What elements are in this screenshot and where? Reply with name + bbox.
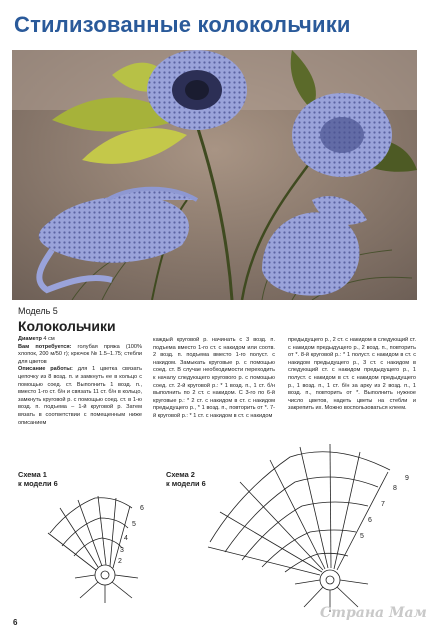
scheme-1-row-4: 4: [124, 535, 128, 542]
scheme-1-row-3: 3: [120, 547, 124, 554]
scheme-1-row-5: 5: [132, 521, 136, 528]
text-column-3: предыдущего р., 2 ст. с накидом в следующий ст. с накидом предыдущего р., 2 возд. п., повторить от *. 8-й круговой р.: * 1 полуст. с накидом в ст. с накидом предыдущего р., 3 ст. с накидом в следующий ст. с накидом предыдущего р., 1 полуст. с накидом в ст. с накидом предыдущего р., 1 возд. п., 1 ст. б/н за арку из 2 возд. п., 1 возд. п., повторить от *. Выполнить нужное число цветов, надеть цветы на стебли и закрепить их. Можно воспользоваться клеем.: [288, 337, 416, 412]
crochet-scheme-1: [40, 488, 180, 608]
top-flower: [147, 50, 247, 130]
scheme-1-subtitle: к модели 6: [18, 479, 58, 488]
page-number: 6: [13, 618, 18, 627]
description-label: Описание работы:: [18, 366, 73, 373]
scheme-2-subtitle: к модели 6: [166, 479, 206, 488]
scheme-1-row-6: 6: [140, 505, 144, 512]
scheme-2-row-8: 8: [393, 485, 397, 492]
flower-photo: [12, 50, 417, 300]
text-column-1: [18, 336, 142, 436]
scheme-1-title: Схема 1: [18, 470, 47, 479]
right-flower: [292, 93, 392, 177]
model-number: Модель 5: [18, 306, 58, 316]
scheme-2-row-7: 7: [381, 501, 385, 508]
materials-label: Вам потребуется:: [18, 343, 72, 350]
page-title: Стилизованные колокольчики: [14, 12, 351, 37]
scheme-1-label: [18, 470, 58, 488]
scheme-2-row-9: 9: [405, 475, 409, 482]
site-watermark: [300, 603, 425, 625]
diameter-value: 4 см: [41, 336, 55, 342]
watermark-text: Страна Мам: [320, 605, 427, 621]
text-column-2: каждый круговой р. начинать с 3 возд. п. подъема вместо 1-го ст. с накидом или соотв. 2 возд. п. подъема вместо 1-го полуст. с накидом. Замыкать круговые р. с помощью соед. ст. В случае необходимости переходить к началу следующего кругового р. с помощью соед. ст. 2-й круговой р.: * 1 возд. п., 1 ст. б/н выполнить по 2 ст. с накидом. С 3-го по 6-й круговые р.: * 2 ст. с накидом в ст. с накидом предыдущего р., * 1 возд. п., повторить от *. 7-й круговой р.: * 1 ст. с накидом в ст. с накидом: [153, 337, 275, 419]
materials-value: голубая пряжа (100% хлопок, 200 м/50 г); крючок № 1.5–1.75; стебли для цветов: [18, 343, 142, 365]
scheme-2-row-5: 5: [360, 533, 364, 540]
scheme-2-row-6: 6: [368, 517, 372, 524]
crochet-scheme-2: [200, 442, 425, 622]
scheme-2-title: Схема 2: [166, 470, 195, 479]
model-title: Колокольчики: [18, 318, 116, 334]
diameter-label: Диаметр: [18, 336, 42, 342]
description-value: для 1 цветка связать цепочку из 8 возд. п. и замкнуть ее в кольцо с помощью соед. ст. Выполнить 1 возд. п., вместо 1-го ст. б/н и связать 11 ст. б/н в кольцо, замкнуть круговой р. с помощью соед. ст. в 1-ю возд. п. подъема – 1-й круговой р. Затем вязать в соответствии с помещенным ниже описанием: [18, 366, 142, 426]
bellflowers-illustration: [12, 50, 417, 300]
scheme-1-row-2: 2: [118, 558, 122, 565]
